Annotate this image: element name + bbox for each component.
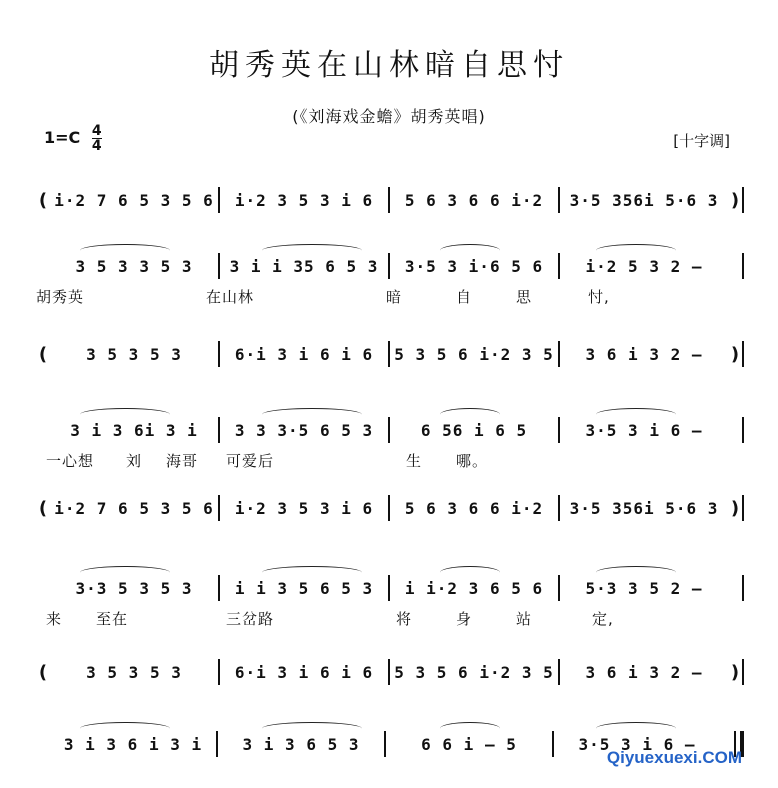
measure-notes: 3·5 3 i·6 5 6 — [404, 256, 544, 276]
slur-mark — [440, 566, 500, 579]
measure-notes: 3 5 3 3 5 3 — [75, 256, 193, 276]
key-label: 1=C — [44, 128, 81, 147]
slur-mark — [440, 722, 500, 735]
measure-notes: 3 5 3 5 3 — [86, 662, 182, 682]
slur-mark — [80, 244, 170, 257]
measure-notes: 3 6 i 3 2 — — [585, 344, 703, 364]
slur-mark — [262, 244, 362, 257]
staff-line — [36, 340, 744, 368]
measure-notes: 3·5 356i 5·6 3 — [569, 190, 719, 210]
measure — [220, 340, 388, 368]
lyric-syllable: 在山林 — [206, 288, 255, 306]
measure-notes: 3 i 3 6 i 3 i — [63, 734, 203, 754]
bar-line — [742, 187, 744, 213]
lyric-syllable: 三岔路 — [226, 610, 275, 628]
slur-mark — [596, 408, 676, 421]
measure-notes: 5·3 3 5 2 — — [585, 578, 703, 598]
lyric-syllable: 暗 — [386, 288, 403, 306]
staff-line — [36, 658, 744, 686]
slur-mark — [440, 408, 500, 421]
measure — [560, 186, 728, 214]
bar-line — [742, 253, 744, 279]
staff-line — [36, 494, 744, 522]
lyric-syllable: 将 — [396, 610, 413, 628]
measure-notes: 3 6 i 3 2 — — [585, 662, 703, 682]
measure-notes: 3 i 3 6i 3 i — [70, 420, 198, 440]
measure — [390, 186, 558, 214]
lyric-syllable: 来 — [46, 610, 63, 628]
bar-line — [742, 341, 744, 367]
slur-mark — [440, 244, 500, 257]
measure-notes: 3·5 3 i 6 — — [585, 420, 703, 440]
measure — [220, 658, 388, 686]
close-paren: ) — [730, 343, 740, 365]
measure-notes: i i 3 5 6 5 3 — [234, 578, 374, 598]
lyric-syllable: 自 — [456, 288, 473, 306]
open-paren: ( — [38, 343, 48, 365]
measure — [220, 186, 388, 214]
measure — [560, 494, 728, 522]
measure-notes: 3 5 3 5 3 — [86, 344, 182, 364]
measure-notes: 6·i 3 i 6 i 6 — [234, 662, 374, 682]
lyric-syllable: 刘 — [126, 452, 143, 470]
measure-notes: 5 3 5 6 i·2 3 5 — [394, 662, 554, 682]
bar-line — [742, 495, 744, 521]
lyric-syllable: 思 — [516, 288, 533, 306]
measure-notes: i·2 3 5 3 i 6 — [234, 190, 374, 210]
measure — [50, 186, 218, 214]
mode-label: [十字调] — [673, 132, 730, 150]
lyric-syllable: 胡秀英 — [36, 288, 85, 306]
time-numerator: 4 — [91, 123, 102, 139]
close-paren: ) — [730, 661, 740, 683]
lyric-syllable: 一心想 — [46, 452, 95, 470]
slur-mark — [596, 244, 676, 257]
slur-mark — [80, 408, 170, 421]
slur-mark — [80, 566, 170, 579]
measure-notes: 3·5 356i 5·6 3 — [569, 498, 719, 518]
measure-notes: 3 i i 35 6 5 3 — [229, 256, 379, 276]
open-paren: ( — [38, 661, 48, 683]
slur-mark — [262, 722, 362, 735]
measure-notes: 5 6 3 6 6 i·2 — [404, 190, 544, 210]
measure-notes: 3 3 3·5 6 5 3 — [234, 420, 374, 440]
lyric-syllable: 生 — [406, 452, 423, 470]
measure — [50, 658, 218, 686]
measure-notes: i·2 7 6 5 3 5 6 — [54, 498, 214, 518]
measure — [50, 494, 218, 522]
measure — [390, 658, 558, 686]
key-signature — [44, 124, 102, 153]
slur-mark — [262, 566, 362, 579]
measure — [50, 340, 218, 368]
measure-notes: 3 i 3 6 5 3 — [242, 734, 360, 754]
measure-notes: i·2 3 5 3 i 6 — [234, 498, 374, 518]
staff-line — [36, 186, 744, 214]
page-title: 胡秀英在山林暗自思忖 — [209, 48, 569, 83]
measure-notes: 3·3 5 3 5 3 — [75, 578, 193, 598]
slur-mark — [262, 408, 362, 421]
measure-notes: 5 6 3 6 6 i·2 — [404, 498, 544, 518]
measure-notes: 6 56 i 6 5 — [420, 420, 528, 440]
measure-notes: 6·i 3 i 6 i 6 — [234, 344, 374, 364]
slur-mark — [596, 722, 676, 735]
bar-line — [742, 659, 744, 685]
close-paren: ) — [730, 189, 740, 211]
measure — [390, 340, 558, 368]
close-paren: ) — [730, 497, 740, 519]
lyric-syllable: 可爱后 — [226, 452, 275, 470]
open-paren: ( — [38, 497, 48, 519]
bar-line — [742, 417, 744, 443]
measure — [220, 494, 388, 522]
time-denominator: 4 — [91, 138, 102, 154]
lyric-syllable: 海哥 — [166, 452, 199, 470]
lyric-syllable: 忖, — [588, 288, 610, 306]
watermark: Qiyuexuexi.COM — [606, 748, 742, 767]
measure-notes: i·2 7 6 5 3 5 6 — [54, 190, 214, 210]
measure-notes: i i·2 3 6 5 6 — [404, 578, 544, 598]
slur-mark — [80, 722, 170, 735]
lyric-line — [36, 608, 744, 628]
subtitle: (《刘海戏金蟾》胡秀英唱) — [292, 107, 486, 126]
measure-notes: 5 3 5 6 i·2 3 5 — [394, 344, 554, 364]
measure — [560, 340, 728, 368]
lyric-syllable: 站 — [516, 610, 533, 628]
lyric-syllable: 定, — [592, 610, 614, 628]
bar-line — [742, 575, 744, 601]
lyric-syllable: 至在 — [96, 610, 129, 628]
measure-notes: 6 6 i — 5 — [421, 734, 517, 754]
lyric-syllable: 哪。 — [456, 452, 489, 470]
slur-mark — [596, 566, 676, 579]
lyric-line — [36, 450, 744, 470]
lyric-syllable: 身 — [456, 610, 473, 628]
measure-notes: i·2 5 3 2 — — [585, 256, 703, 276]
measure-notes: 3·5 3 i 6 — — [578, 734, 696, 754]
time-signature — [92, 124, 102, 153]
open-paren: ( — [38, 189, 48, 211]
measure — [390, 494, 558, 522]
lyric-line — [36, 286, 744, 306]
measure — [560, 658, 728, 686]
